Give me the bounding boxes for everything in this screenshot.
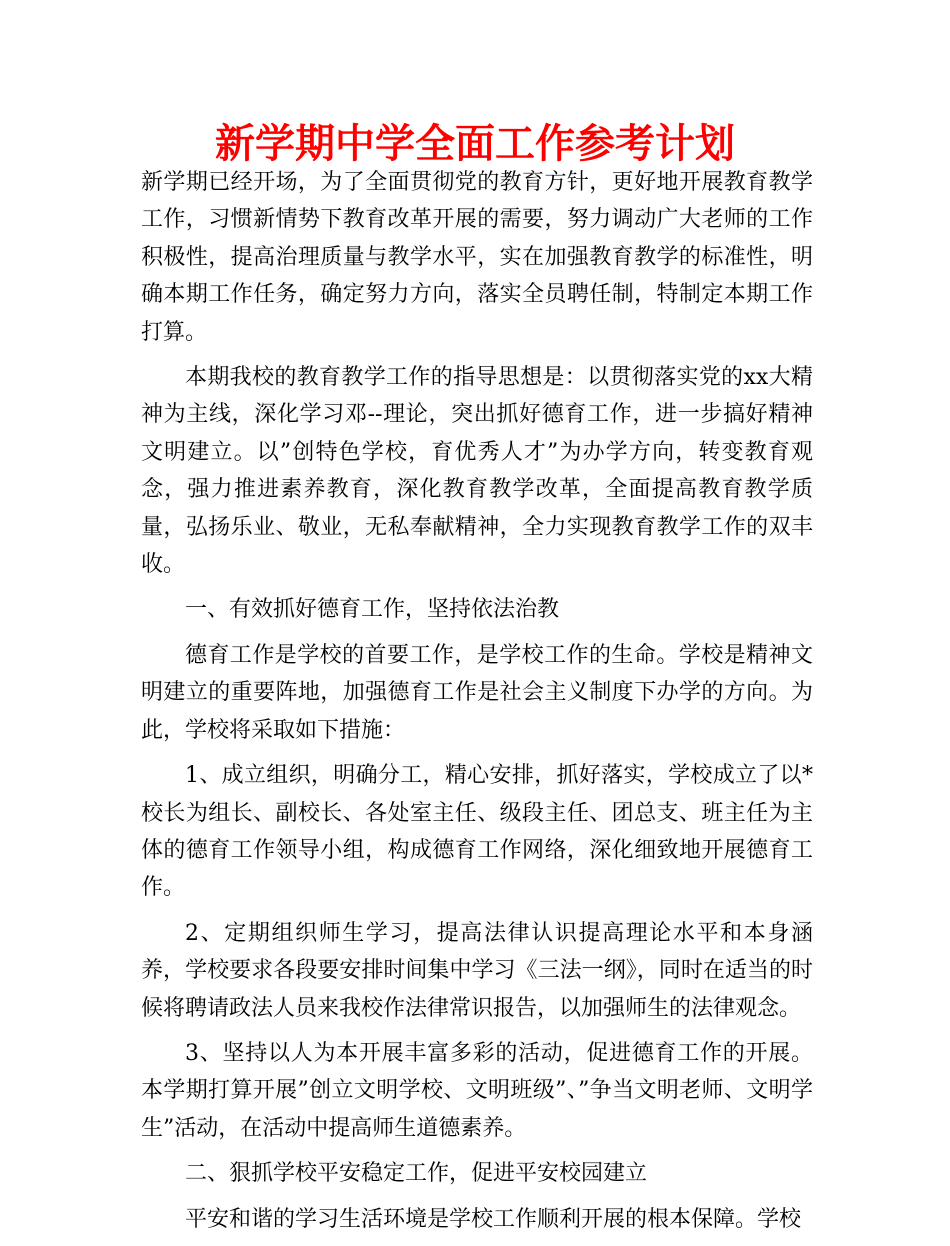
paragraph-moral-education: 德育工作是学校的首要工作，是学校工作的生命。学校是精神文明建立的重要阵地，加强德育工作是社会主义制度下办学的方向。为此，学校将采取如下措施： <box>141 642 813 743</box>
list-item-3: 3、坚持以人为本开展丰富多彩的活动，促进德育工作的开展。本学期打算开展”创立文明学校、文明班级”、”争当文明老师、文明学生”活动，在活动中提高师生道德素养。 <box>141 1040 813 1141</box>
list-item-1: 1、成立组织，明确分工，精心安排，抓好落实，学校成立了以*校长为组长、副校长、各处室主任、级段主任、团总支、班主任为主体的德育工作领导小组，构成德育工作网络，深化细致地开展德育工作。 <box>141 763 813 901</box>
paragraph-intro: 新学期已经开场，为了全面贯彻党的教育方针，更好地开展教育教学工作，习惯新情势下教育改革开展的需要，努力调动广大老师的工作积极性，提高治理质量与教学水平，实在加强教育教学的标准性，明确本期工作任务，确定努力方向，落实全员聘任制，特制定本期工作打算。 <box>141 170 813 345</box>
document-body <box>141 164 813 1246</box>
paragraph-campus-safety: 平安和谐的学习生活环境是学校工作顺利开展的根本保障。学校 <box>185 1206 802 1232</box>
section-heading-moral-education: 一、有效抓好德育工作，坚持依法治教 <box>185 597 560 623</box>
list-item-2: 2、定期组织师生学习，提高法律认识提高理论水平和本身涵养，学校要求各段要安排时间集中学习《三法一纲》，同时在适当的时候将聘请政法人员来我校作法律常识报告，以加强师生的法律观念。 <box>141 920 813 1021</box>
section-heading-campus-safety: 二、狠抓学校平安稳定工作，促进平安校园建立 <box>185 1161 648 1187</box>
paragraph-guiding-thought: 本期我校的教育教学工作的指导思想是：以贯彻落实党的xx大精神为主线，深化学习邓--理论，突出抓好德育工作，进一步搞好精神文明建立。以”创特色学校，育优秀人才”为办学方向，转变教育观念，强力推进素养教育，深化教育教学改革，全面提高教育教学质量，弘扬乐业、敬业，无私奉献精神，全力实现教育教学工作的双丰收。 <box>141 365 813 578</box>
document-title: 新学期中学全面工作参考计划 <box>215 121 735 167</box>
